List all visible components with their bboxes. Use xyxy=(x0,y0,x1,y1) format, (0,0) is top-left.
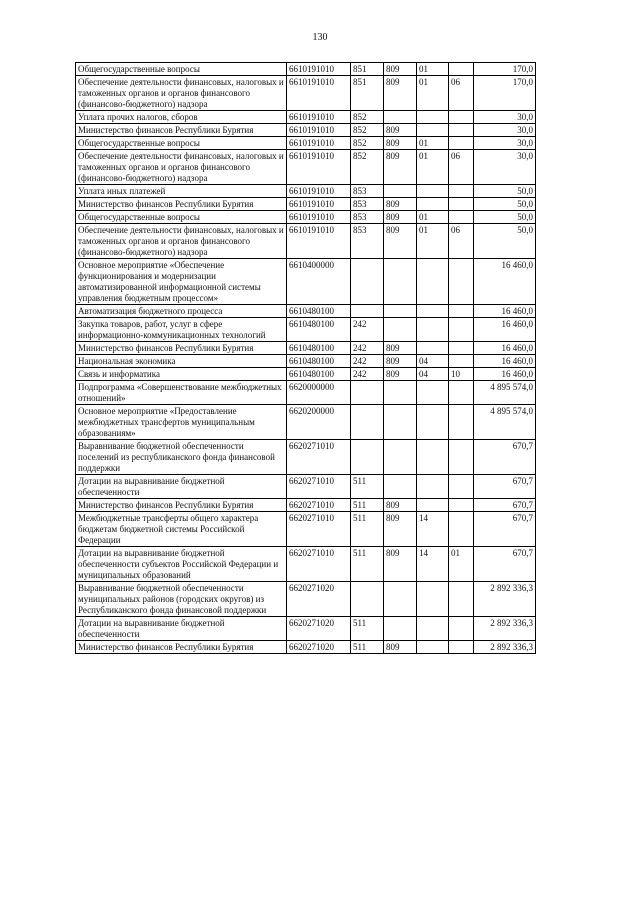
target-article-cell: 6610480100 xyxy=(287,342,351,355)
section-cell xyxy=(417,381,449,405)
target-article-cell: 6610191010 xyxy=(287,211,351,224)
row-name-cell: Общегосударственные вопросы xyxy=(76,211,287,224)
amount-cell: 50,0 xyxy=(474,198,536,211)
administrator-code-cell xyxy=(384,440,417,475)
administrator-code-cell xyxy=(384,305,417,318)
row-name-cell: Общегосударственные вопросы xyxy=(76,137,287,150)
administrator-code-cell xyxy=(384,381,417,405)
table-row xyxy=(76,475,536,499)
target-article-cell: 6620271020 xyxy=(287,617,351,641)
expense-type-cell: 851 xyxy=(351,76,384,111)
target-article-cell: 6610191010 xyxy=(287,150,351,185)
table-row xyxy=(76,76,536,111)
administrator-code-cell xyxy=(384,259,417,305)
subsection-cell xyxy=(449,355,474,368)
amount-cell: 170,0 xyxy=(474,76,536,111)
row-name-cell: Министерство финансов Республики Бурятия xyxy=(76,499,287,512)
row-name-cell: Выравнивание бюджетной обеспеченности поселений из республиканского фонда финансовой поддержки xyxy=(76,440,287,475)
administrator-code-cell xyxy=(384,111,417,124)
administrator-code-cell: 809 xyxy=(384,150,417,185)
subsection-cell xyxy=(449,305,474,318)
amount-cell: 16 460,0 xyxy=(474,355,536,368)
expense-type-cell: 511 xyxy=(351,641,384,654)
section-cell xyxy=(417,342,449,355)
table-row xyxy=(76,641,536,654)
target-article-cell: 6610191010 xyxy=(287,137,351,150)
table-row xyxy=(76,259,536,305)
row-name-cell: Уплата иных платежей xyxy=(76,185,287,198)
administrator-code-cell xyxy=(384,475,417,499)
row-name-cell: Общегосударственные вопросы xyxy=(76,63,287,76)
amount-cell: 16 460,0 xyxy=(474,305,536,318)
expense-type-cell: 242 xyxy=(351,355,384,368)
section-cell: 01 xyxy=(417,211,449,224)
subsection-cell xyxy=(449,342,474,355)
table-row xyxy=(76,499,536,512)
subsection-cell: 06 xyxy=(449,76,474,111)
expense-type-cell: 853 xyxy=(351,185,384,198)
amount-cell: 30,0 xyxy=(474,137,536,150)
target-article-cell: 6620271010 xyxy=(287,499,351,512)
row-name-cell: Выравнивание бюджетной обеспеченности муниципальных районов (городских округов) из Республиканского фонда финансовой поддержки xyxy=(76,582,287,617)
subsection-cell: 01 xyxy=(449,547,474,582)
expense-type-cell xyxy=(351,305,384,318)
section-cell xyxy=(417,475,449,499)
expense-type-cell: 511 xyxy=(351,547,384,582)
target-article-cell: 6610480100 xyxy=(287,318,351,342)
administrator-code-cell xyxy=(384,582,417,617)
section-cell xyxy=(417,440,449,475)
row-name-cell: Министерство финансов Республики Бурятия xyxy=(76,124,287,137)
administrator-code-cell: 809 xyxy=(384,355,417,368)
target-article-cell: 6610191010 xyxy=(287,198,351,211)
row-name-cell: Обеспечение деятельности финансовых, налоговых и таможенных органов и органов финансового (финансово-бюджетного) надзора xyxy=(76,224,287,259)
expense-type-cell: 242 xyxy=(351,318,384,342)
administrator-code-cell: 809 xyxy=(384,124,417,137)
subsection-cell xyxy=(449,499,474,512)
table-row xyxy=(76,512,536,547)
administrator-code-cell xyxy=(384,405,417,440)
subsection-cell xyxy=(449,617,474,641)
table-row xyxy=(76,305,536,318)
table-row xyxy=(76,185,536,198)
administrator-code-cell xyxy=(384,185,417,198)
table-row xyxy=(76,342,536,355)
table-row xyxy=(76,582,536,617)
subsection-cell xyxy=(449,124,474,137)
amount-cell: 16 460,0 xyxy=(474,342,536,355)
amount-cell: 4 895 574,0 xyxy=(474,405,536,440)
table-row xyxy=(76,63,536,76)
row-name-cell: Обеспечение деятельности финансовых, налоговых и таможенных органов и органов финансового (финансово-бюджетного) надзора xyxy=(76,76,287,111)
target-article-cell: 6610400000 xyxy=(287,259,351,305)
expense-type-cell: 242 xyxy=(351,368,384,381)
row-name-cell: Закупка товаров, работ, услуг в сфере информационно-коммуникационных технологий xyxy=(76,318,287,342)
amount-cell: 670,7 xyxy=(474,499,536,512)
row-name-cell: Министерство финансов Республики Бурятия xyxy=(76,342,287,355)
target-article-cell: 6610191010 xyxy=(287,124,351,137)
section-cell xyxy=(417,124,449,137)
administrator-code-cell: 809 xyxy=(384,342,417,355)
subsection-cell xyxy=(449,405,474,440)
target-article-cell: 6610480100 xyxy=(287,305,351,318)
subsection-cell xyxy=(449,185,474,198)
row-name-cell: Подпрограмма «Совершенствование межбюджетных отношений» xyxy=(76,381,287,405)
amount-cell: 16 460,0 xyxy=(474,259,536,305)
administrator-code-cell: 809 xyxy=(384,499,417,512)
row-name-cell: Основное мероприятие «Обеспечение функционирования и модернизации автоматизированной информационной системы управления бюджетным процессом» xyxy=(76,259,287,305)
target-article-cell: 6620000000 xyxy=(287,381,351,405)
target-article-cell: 6620271020 xyxy=(287,582,351,617)
amount-cell: 670,7 xyxy=(474,440,536,475)
amount-cell: 30,0 xyxy=(474,124,536,137)
administrator-code-cell: 809 xyxy=(384,198,417,211)
row-name-cell: Обеспечение деятельности финансовых, налоговых и таможенных органов и органов финансового (финансово-бюджетного) надзора xyxy=(76,150,287,185)
table-row xyxy=(76,355,536,368)
expense-type-cell: 511 xyxy=(351,617,384,641)
section-cell: 01 xyxy=(417,63,449,76)
section-cell xyxy=(417,111,449,124)
target-article-cell: 6610191010 xyxy=(287,224,351,259)
amount-cell: 30,0 xyxy=(474,111,536,124)
table-row xyxy=(76,150,536,185)
row-name-cell: Связь и информатика xyxy=(76,368,287,381)
section-cell xyxy=(417,305,449,318)
subsection-cell xyxy=(449,198,474,211)
amount-cell: 2 892 336,3 xyxy=(474,582,536,617)
subsection-cell xyxy=(449,211,474,224)
subsection-cell xyxy=(449,641,474,654)
section-cell: 01 xyxy=(417,150,449,185)
amount-cell: 2 892 336,3 xyxy=(474,617,536,641)
administrator-code-cell: 809 xyxy=(384,76,417,111)
administrator-code-cell: 809 xyxy=(384,63,417,76)
amount-cell: 670,7 xyxy=(474,547,536,582)
row-name-cell: Дотации на выравнивание бюджетной обеспеченности субъектов Российской Федерации и муниципальных образований xyxy=(76,547,287,582)
target-article-cell: 6610191010 xyxy=(287,111,351,124)
target-article-cell: 6620271010 xyxy=(287,440,351,475)
expense-type-cell: 852 xyxy=(351,124,384,137)
table-row xyxy=(76,224,536,259)
table-row xyxy=(76,318,536,342)
table-row xyxy=(76,124,536,137)
amount-cell: 16 460,0 xyxy=(474,368,536,381)
subsection-cell xyxy=(449,137,474,150)
section-cell: 01 xyxy=(417,76,449,111)
expense-type-cell xyxy=(351,582,384,617)
subsection-cell xyxy=(449,475,474,499)
table-row xyxy=(76,617,536,641)
amount-cell: 670,7 xyxy=(474,475,536,499)
expense-type-cell: 852 xyxy=(351,150,384,185)
row-name-cell: Основное мероприятие «Предоставление межбюджетных трансфертов муниципальным образованиям» xyxy=(76,405,287,440)
subsection-cell xyxy=(449,582,474,617)
target-article-cell: 6620271010 xyxy=(287,475,351,499)
subsection-cell xyxy=(449,63,474,76)
table-row xyxy=(76,137,536,150)
target-article-cell: 6620271010 xyxy=(287,512,351,547)
row-name-cell: Уплата прочих налогов, сборов xyxy=(76,111,287,124)
expense-type-cell: 511 xyxy=(351,499,384,512)
section-cell xyxy=(417,198,449,211)
table-row xyxy=(76,440,536,475)
expense-type-cell xyxy=(351,381,384,405)
table-row xyxy=(76,211,536,224)
administrator-code-cell: 809 xyxy=(384,512,417,547)
expense-type-cell: 511 xyxy=(351,512,384,547)
table-body xyxy=(76,63,536,654)
section-cell xyxy=(417,259,449,305)
page-number: 130 xyxy=(312,32,328,43)
target-article-cell: 6610480100 xyxy=(287,355,351,368)
section-cell: 14 xyxy=(417,512,449,547)
target-article-cell: 6620200000 xyxy=(287,405,351,440)
section-cell: 01 xyxy=(417,137,449,150)
table-row xyxy=(76,368,536,381)
amount-cell: 30,0 xyxy=(474,150,536,185)
subsection-cell: 06 xyxy=(449,224,474,259)
subsection-cell xyxy=(449,512,474,547)
section-cell: 14 xyxy=(417,547,449,582)
section-cell xyxy=(417,582,449,617)
row-name-cell: Министерство финансов Республики Бурятия xyxy=(76,641,287,654)
expense-type-cell: 242 xyxy=(351,342,384,355)
table-row xyxy=(76,547,536,582)
expense-type-cell: 853 xyxy=(351,211,384,224)
administrator-code-cell: 809 xyxy=(384,641,417,654)
expense-type-cell xyxy=(351,405,384,440)
amount-cell: 16 460,0 xyxy=(474,318,536,342)
table-row xyxy=(76,111,536,124)
expense-type-cell: 852 xyxy=(351,111,384,124)
budget-table xyxy=(75,62,536,654)
target-article-cell: 6610191010 xyxy=(287,63,351,76)
section-cell xyxy=(417,405,449,440)
subsection-cell xyxy=(449,381,474,405)
expense-type-cell: 851 xyxy=(351,63,384,76)
target-article-cell: 6620271020 xyxy=(287,641,351,654)
amount-cell: 4 895 574,0 xyxy=(474,381,536,405)
subsection-cell xyxy=(449,111,474,124)
expense-type-cell: 511 xyxy=(351,475,384,499)
row-name-cell: Дотации на выравнивание бюджетной обеспеченности xyxy=(76,617,287,641)
expense-type-cell: 853 xyxy=(351,198,384,211)
expense-type-cell: 853 xyxy=(351,224,384,259)
section-cell xyxy=(417,318,449,342)
section-cell xyxy=(417,499,449,512)
section-cell: 04 xyxy=(417,368,449,381)
subsection-cell xyxy=(449,440,474,475)
expense-type-cell xyxy=(351,440,384,475)
row-name-cell: Министерство финансов Республики Бурятия xyxy=(76,198,287,211)
subsection-cell: 10 xyxy=(449,368,474,381)
administrator-code-cell: 809 xyxy=(384,137,417,150)
section-cell xyxy=(417,617,449,641)
amount-cell: 50,0 xyxy=(474,211,536,224)
target-article-cell: 6620271010 xyxy=(287,547,351,582)
amount-cell: 2 892 336,3 xyxy=(474,641,536,654)
administrator-code-cell xyxy=(384,318,417,342)
expense-type-cell: 852 xyxy=(351,137,384,150)
administrator-code-cell: 809 xyxy=(384,368,417,381)
amount-cell: 50,0 xyxy=(474,185,536,198)
administrator-code-cell: 809 xyxy=(384,211,417,224)
amount-cell: 170,0 xyxy=(474,63,536,76)
target-article-cell: 6610191010 xyxy=(287,76,351,111)
expense-type-cell xyxy=(351,259,384,305)
subsection-cell xyxy=(449,259,474,305)
table-row xyxy=(76,198,536,211)
table-row xyxy=(76,381,536,405)
administrator-code-cell: 809 xyxy=(384,547,417,582)
subsection-cell xyxy=(449,318,474,342)
row-name-cell: Дотации на выравнивание бюджетной обеспеченности xyxy=(76,475,287,499)
table-row xyxy=(76,405,536,440)
section-cell xyxy=(417,185,449,198)
amount-cell: 50,0 xyxy=(474,224,536,259)
subsection-cell: 06 xyxy=(449,150,474,185)
amount-cell: 670,7 xyxy=(474,512,536,547)
section-cell: 01 xyxy=(417,224,449,259)
administrator-code-cell xyxy=(384,617,417,641)
section-cell: 04 xyxy=(417,355,449,368)
row-name-cell: Межбюджетные трансферты общего характера бюджетам бюджетной системы Российской Федерации xyxy=(76,512,287,547)
row-name-cell: Автоматизация бюджетного процесса xyxy=(76,305,287,318)
row-name-cell: Национальная экономика xyxy=(76,355,287,368)
target-article-cell: 6610191010 xyxy=(287,185,351,198)
target-article-cell: 6610480100 xyxy=(287,368,351,381)
administrator-code-cell: 809 xyxy=(384,224,417,259)
section-cell xyxy=(417,641,449,654)
